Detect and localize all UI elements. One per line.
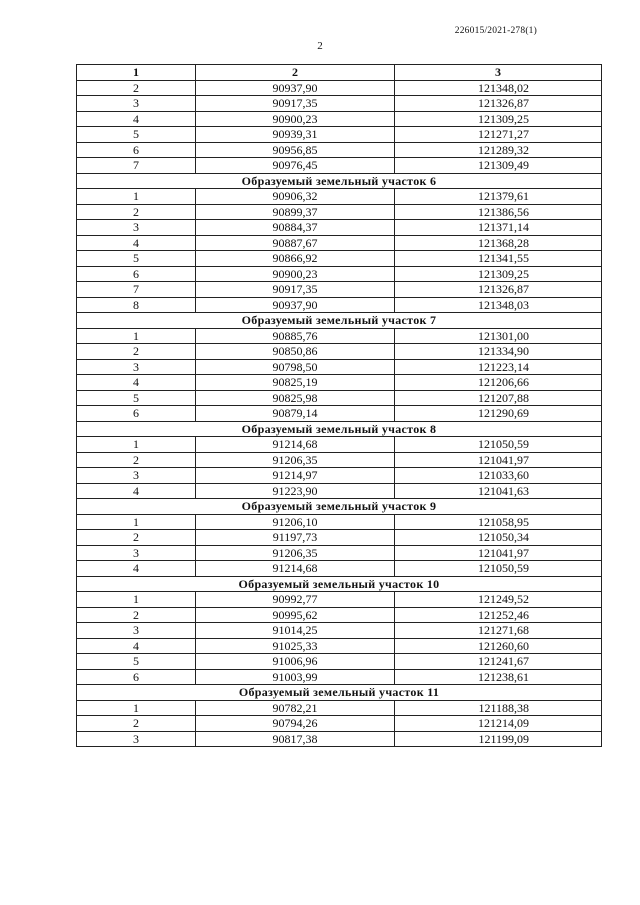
point-number-cell: 2: [77, 344, 196, 360]
table-row: [77, 390, 602, 406]
section-title: Образуемый земельный участок 6: [77, 173, 602, 189]
table-row: [77, 127, 602, 143]
y-coordinate-cell: 121326,87: [395, 96, 602, 112]
y-coordinate-cell: 121348,02: [395, 80, 602, 96]
y-coordinate-cell: 121252,46: [395, 607, 602, 623]
table-row: [77, 592, 602, 608]
x-coordinate-cell: 90995,62: [196, 607, 395, 623]
table-row: [77, 669, 602, 685]
point-number-cell: 2: [77, 452, 196, 468]
y-coordinate-cell: 121309,25: [395, 266, 602, 282]
x-coordinate-cell: 90906,32: [196, 189, 395, 205]
point-number-cell: 1: [77, 437, 196, 453]
x-coordinate-cell: 90879,14: [196, 406, 395, 422]
point-number-cell: 7: [77, 282, 196, 298]
point-number-cell: 2: [77, 607, 196, 623]
x-coordinate-cell: 90917,35: [196, 96, 395, 112]
x-coordinate-cell: 90937,90: [196, 80, 395, 96]
x-coordinate-cell: 91014,25: [196, 623, 395, 639]
point-number-cell: 7: [77, 158, 196, 174]
y-coordinate-cell: 121206,66: [395, 375, 602, 391]
table-row: [77, 654, 602, 670]
point-number-cell: 2: [77, 204, 196, 220]
table-row: [77, 251, 602, 267]
y-coordinate-cell: 121289,32: [395, 142, 602, 158]
table-row: [77, 80, 602, 96]
y-coordinate-cell: 121050,34: [395, 530, 602, 546]
x-coordinate-cell: 91223,90: [196, 483, 395, 499]
y-coordinate-cell: 121260,60: [395, 638, 602, 654]
x-coordinate-cell: 91003,99: [196, 669, 395, 685]
x-coordinate-cell: 90884,37: [196, 220, 395, 236]
table-row: [77, 204, 602, 220]
x-coordinate-cell: 91206,35: [196, 545, 395, 561]
section-title: Образуемый земельный участок 11: [77, 685, 602, 701]
point-number-cell: 3: [77, 545, 196, 561]
y-coordinate-cell: 121238,61: [395, 669, 602, 685]
point-number-cell: 4: [77, 561, 196, 577]
point-number-cell: 8: [77, 297, 196, 313]
x-coordinate-cell: 90866,92: [196, 251, 395, 267]
point-number-cell: 1: [77, 700, 196, 716]
point-number-cell: 3: [77, 623, 196, 639]
y-coordinate-cell: 121207,88: [395, 390, 602, 406]
point-number-cell: 4: [77, 375, 196, 391]
point-number-cell: 5: [77, 127, 196, 143]
table-row: [77, 189, 602, 205]
table-row: [77, 158, 602, 174]
y-coordinate-cell: 121050,59: [395, 437, 602, 453]
header-col-3: 3: [395, 65, 602, 81]
x-coordinate-cell: 90887,67: [196, 235, 395, 251]
table-row: [77, 700, 602, 716]
point-number-cell: 1: [77, 328, 196, 344]
table-row: [77, 344, 602, 360]
y-coordinate-cell: 121041,63: [395, 483, 602, 499]
section-header-row: [77, 685, 602, 701]
point-number-cell: 6: [77, 266, 196, 282]
y-coordinate-cell: 121379,61: [395, 189, 602, 205]
table-row: [77, 220, 602, 236]
x-coordinate-cell: 90885,76: [196, 328, 395, 344]
y-coordinate-cell: 121371,14: [395, 220, 602, 236]
y-coordinate-cell: 121334,90: [395, 344, 602, 360]
y-coordinate-cell: 121223,14: [395, 359, 602, 375]
table-row: [77, 638, 602, 654]
section-header-row: [77, 313, 602, 329]
section-header-row: [77, 576, 602, 592]
x-coordinate-cell: 90956,85: [196, 142, 395, 158]
x-coordinate-cell: 90825,98: [196, 390, 395, 406]
table-row: [77, 282, 602, 298]
point-number-cell: 3: [77, 359, 196, 375]
x-coordinate-cell: 90899,37: [196, 204, 395, 220]
x-coordinate-cell: 91006,96: [196, 654, 395, 670]
x-coordinate-cell: 90850,86: [196, 344, 395, 360]
table-row: [77, 111, 602, 127]
point-number-cell: 2: [77, 530, 196, 546]
x-coordinate-cell: 91197,73: [196, 530, 395, 546]
point-number-cell: 1: [77, 592, 196, 608]
x-coordinate-cell: 91206,35: [196, 452, 395, 468]
section-header-row: [77, 499, 602, 515]
coordinates-table-body: [77, 65, 602, 747]
x-coordinate-cell: 91214,68: [196, 561, 395, 577]
y-coordinate-cell: 121199,09: [395, 731, 602, 747]
table-row: [77, 545, 602, 561]
x-coordinate-cell: 90976,45: [196, 158, 395, 174]
section-title: Образуемый земельный участок 7: [77, 313, 602, 329]
table-row: [77, 328, 602, 344]
section-title: Образуемый земельный участок 8: [77, 421, 602, 437]
point-number-cell: 4: [77, 638, 196, 654]
table-row: [77, 731, 602, 747]
y-coordinate-cell: 121290,69: [395, 406, 602, 422]
header-col-1: 1: [77, 65, 196, 81]
page-number: 2: [317, 40, 323, 52]
point-number-cell: 3: [77, 96, 196, 112]
point-number-cell: 1: [77, 189, 196, 205]
table-row: [77, 607, 602, 623]
section-header-row: [77, 421, 602, 437]
x-coordinate-cell: 90798,50: [196, 359, 395, 375]
table-row: [77, 468, 602, 484]
point-number-cell: 6: [77, 669, 196, 685]
table-row: [77, 483, 602, 499]
x-coordinate-cell: 90937,90: [196, 297, 395, 313]
x-coordinate-cell: 90825,19: [196, 375, 395, 391]
y-coordinate-cell: 121041,97: [395, 452, 602, 468]
x-coordinate-cell: 90900,23: [196, 111, 395, 127]
point-number-cell: 5: [77, 390, 196, 406]
table-row: [77, 406, 602, 422]
point-number-cell: 4: [77, 235, 196, 251]
y-coordinate-cell: 121241,67: [395, 654, 602, 670]
section-title: Образуемый земельный участок 10: [77, 576, 602, 592]
table-row: [77, 375, 602, 391]
x-coordinate-cell: 91214,97: [196, 468, 395, 484]
y-coordinate-cell: 121271,68: [395, 623, 602, 639]
table-row: [77, 716, 602, 732]
table-row: [77, 514, 602, 530]
table-row: [77, 96, 602, 112]
x-coordinate-cell: 91206,10: [196, 514, 395, 530]
x-coordinate-cell: 90782,21: [196, 700, 395, 716]
y-coordinate-cell: 121309,25: [395, 111, 602, 127]
y-coordinate-cell: 121214,09: [395, 716, 602, 732]
table-row: [77, 437, 602, 453]
table-row: [77, 530, 602, 546]
point-number-cell: 6: [77, 406, 196, 422]
document-number: 226015/2021-278(1): [454, 26, 537, 36]
point-number-cell: 3: [77, 468, 196, 484]
header-col-2: 2: [196, 65, 395, 81]
y-coordinate-cell: 121368,28: [395, 235, 602, 251]
table-row: [77, 561, 602, 577]
point-number-cell: 2: [77, 80, 196, 96]
point-number-cell: 1: [77, 514, 196, 530]
y-coordinate-cell: 121326,87: [395, 282, 602, 298]
y-coordinate-cell: 121058,95: [395, 514, 602, 530]
point-number-cell: 5: [77, 251, 196, 267]
point-number-cell: 3: [77, 220, 196, 236]
x-coordinate-cell: 90900,23: [196, 266, 395, 282]
coordinates-table: [76, 64, 602, 747]
table-row: [77, 266, 602, 282]
y-coordinate-cell: 121249,52: [395, 592, 602, 608]
table-row: [77, 235, 602, 251]
point-number-cell: 4: [77, 111, 196, 127]
x-coordinate-cell: 90917,35: [196, 282, 395, 298]
table-row: [77, 297, 602, 313]
y-coordinate-cell: 121348,03: [395, 297, 602, 313]
x-coordinate-cell: 90817,38: [196, 731, 395, 747]
table-row: [77, 359, 602, 375]
point-number-cell: 4: [77, 483, 196, 499]
point-number-cell: 2: [77, 716, 196, 732]
x-coordinate-cell: 90992,77: [196, 592, 395, 608]
y-coordinate-cell: 121050,59: [395, 561, 602, 577]
point-number-cell: 5: [77, 654, 196, 670]
table-header-row: [77, 65, 602, 81]
point-number-cell: 6: [77, 142, 196, 158]
y-coordinate-cell: 121386,56: [395, 204, 602, 220]
point-number-cell: 3: [77, 731, 196, 747]
y-coordinate-cell: 121271,27: [395, 127, 602, 143]
x-coordinate-cell: 91214,68: [196, 437, 395, 453]
section-header-row: [77, 173, 602, 189]
table-row: [77, 452, 602, 468]
y-coordinate-cell: 121033,60: [395, 468, 602, 484]
x-coordinate-cell: 91025,33: [196, 638, 395, 654]
table-row: [77, 623, 602, 639]
y-coordinate-cell: 121301,00: [395, 328, 602, 344]
y-coordinate-cell: 121041,97: [395, 545, 602, 561]
y-coordinate-cell: 121341,55: [395, 251, 602, 267]
section-title: Образуемый земельный участок 9: [77, 499, 602, 515]
y-coordinate-cell: 121309,49: [395, 158, 602, 174]
x-coordinate-cell: 90794,26: [196, 716, 395, 732]
x-coordinate-cell: 90939,31: [196, 127, 395, 143]
y-coordinate-cell: 121188,38: [395, 700, 602, 716]
table-row: [77, 142, 602, 158]
